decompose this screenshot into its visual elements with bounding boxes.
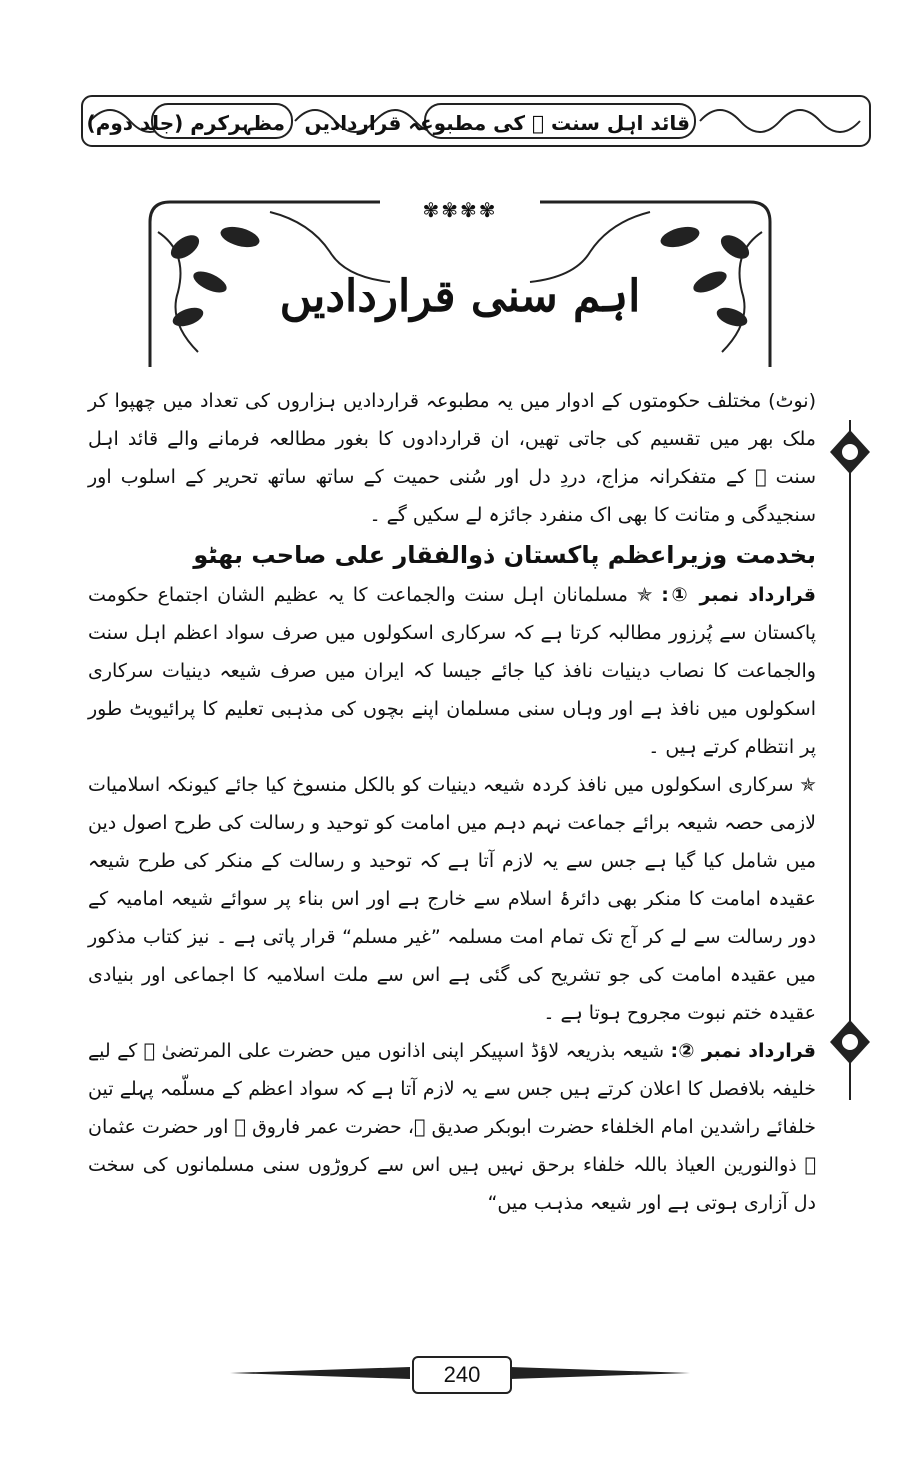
header-section-title: قائد اہل سنت ﷫ کی مطبوعہ قراردادیں	[304, 111, 690, 135]
side-rule-ornament	[820, 420, 880, 1100]
resolution-1-paragraph	[88, 576, 816, 766]
addressee-heading: بخدمت وزیراعظم پاکستان ذوالفقار علی صاحب بھٹو	[193, 541, 816, 569]
resolution-2-paragraph	[88, 1032, 816, 1222]
resolution-1-label: قرارداد نمبر ①:	[661, 584, 816, 606]
star-icon: ✯	[800, 774, 816, 796]
resolution-1-text: مسلمانان اہل سنت والجماعت کا یہ عظیم الشان اجتماع حکومت پاکستان سے پُرزور مطالبہ کرتا ہے کہ سرکاری اسکولوں میں صرف سواد اعظم اہل سنت والجماعت کا نصاب دینیات نافذ کیا جائے جیسا کہ ایران میں صرف شیعہ دینیات سرکاری اسکولوں میں نافذ ہے اور وہاں سنی مسلمان اپنے بچوں کی مذہبی تعلیم کا پرائیویٹ طور پر انتظام کرتے ہیں ۔	[88, 584, 816, 758]
note-paragraph: (نوٹ) مختلف حکومتوں کے ادوار میں یہ مطبوعہ قراردادیں ہزاروں کی تعداد میں چھپوا کر ملک بھر میں تقسیم کی جاتی تھیں، ان قراردادوں کا بغور مطالعہ فرمانے والے قائد اہل سنت ﷫ کے متفکرانہ مزاج، دردِ دل اور سُنی حمیت کے ساتھ ساتھ تحریر کے اسلوب اور سنجیدگی و متانت کا بھی اک منفرد جائزہ لے سکیں گے ۔	[88, 390, 816, 526]
page-number: 240	[412, 1356, 512, 1394]
page-title: اہم سنی قراردادیں	[279, 271, 641, 322]
star-icon: ✯	[636, 584, 653, 606]
header-book-title: مظہرکرم (جلد دوم)	[86, 111, 285, 135]
resolution-2-label: قرارداد نمبر ②:	[670, 1040, 817, 1062]
resolution-1b-text: سرکاری اسکولوں میں نافذ کردہ شیعہ دینیات کو بالکل منسوخ کیا جائے کیونکہ اسلامیات لازمی حصہ شیعہ برائے جماعت نہم دہم میں امامت کو توحید و رسالت کی طرح اصول دین میں شامل کیا گیا ہے جس سے یہ لازم آتا ہے کہ توحید و رسالت کے منکر کی طرح شیعہ عقیدہ امامت کا منکر بھی دائرۂ اسلام سے خارج ہے اور اس بناء پر سوائے شیعہ امامیہ کے دور رسالت سے لے کر آج تک تمام امت مسلمہ ”غیر مسلم“ قرار پاتی ہے ۔ نیز کتاب مذکور میں عقیدہ امامت کی جو تشریح کی گئی ہے اس سے ملت اسلامیہ کا اجماعی اور بنیادی عقیدہ ختم نبوت مجروح ہوتا ہے ۔	[88, 774, 816, 1024]
resolution-2-text: شیعہ بذریعہ لاؤڈ اسپیکر اپنی اذانوں میں حضرت علی المرتضیٰ ﷜ کے لیے خلیفہ بلافصل کا اعلان کرتے ہیں جس سے یہ لازم آتا ہے کہ سواد اعظم کے مسلّمہ پہلے تین خلفائے راشدین امام الخلفاء حضرت ابوبکر صدیق ﷜، حضرت عمر فاروق ﷜ اور حضرت عثمان ﷜ ذوالنورین العیاذ باللہ خلفاء برحق نہیں ہیں اس سے کروڑوں سنی مسلمانوں کی سخت دل آزاری ہوتی ہے اور شیعہ مذہب میں“	[88, 1040, 816, 1214]
resolution-1b-paragraph	[88, 766, 816, 1032]
body-text	[88, 382, 816, 1222]
title-stars-ornament: ✾✾✾✾	[422, 198, 498, 222]
